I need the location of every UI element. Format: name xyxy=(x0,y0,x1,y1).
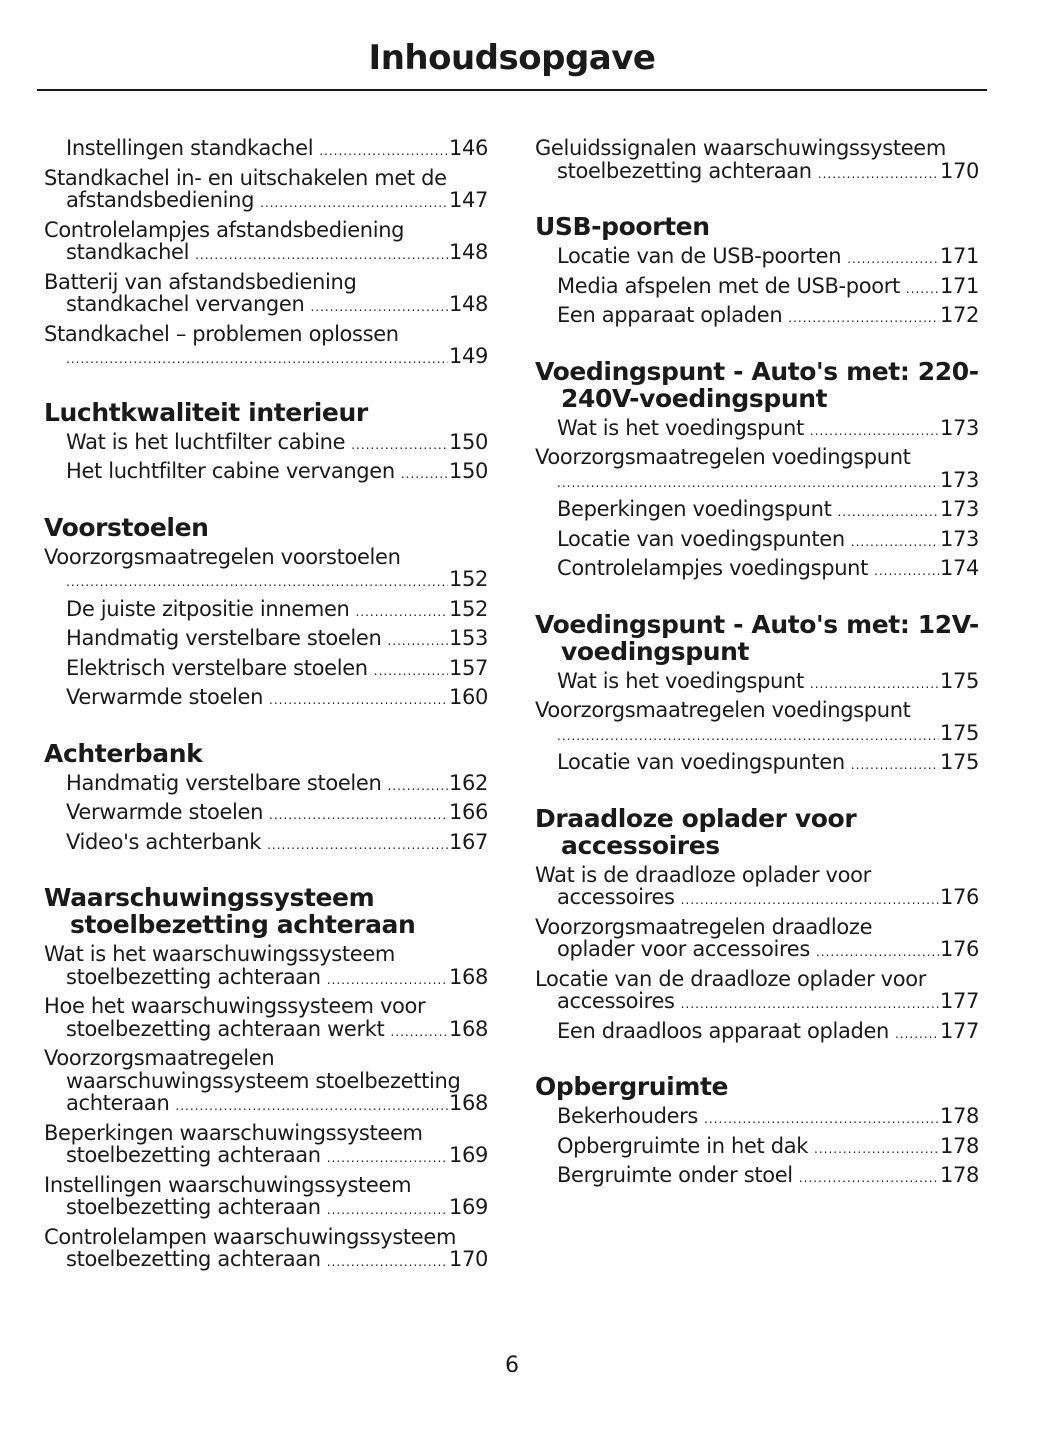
toc-entry[interactable]: Voorzorgsmaatregelen voedingspunt ..... 175 xyxy=(535,699,979,747)
page-ref: 148 xyxy=(448,292,488,316)
dot-leader xyxy=(327,969,448,992)
page-ref: 177 xyxy=(939,989,979,1013)
page-ref: 169 xyxy=(448,1143,488,1167)
toc-entry[interactable]: Het luchtfilter cabine vervangen ..... 150 xyxy=(44,460,488,486)
toc-entry[interactable]: Controlelampen waarschuwingssysteem stoelbezetting achteraan ..... 170 xyxy=(44,1226,488,1274)
toc-entry[interactable]: Opbergruimte in het dak ..... 178 xyxy=(535,1135,979,1161)
page-ref: 171 xyxy=(939,273,979,298)
dot-leader xyxy=(557,472,939,495)
dot-leader xyxy=(847,248,939,271)
page-ref: 153 xyxy=(448,626,488,650)
toc-section-voedingspunt-220 xyxy=(535,358,979,583)
page-ref: 175 xyxy=(939,750,979,774)
page-ref: 178 xyxy=(939,1104,979,1128)
toc-entry[interactable]: Wat is het luchtfilter cabine ..... 150 xyxy=(44,431,488,457)
toc-section-voedingspunt-12 xyxy=(535,611,979,777)
toc-section-luchtkwaliteit xyxy=(44,399,488,486)
dot-leader xyxy=(816,941,939,964)
dot-leader xyxy=(387,630,448,653)
dot-leader xyxy=(906,278,939,301)
toc-entry[interactable]: Wat is het voedingspunt ..... 173 xyxy=(535,417,979,443)
dot-leader xyxy=(355,601,447,624)
toc-entry[interactable]: Video's achterbank ..... 167 xyxy=(44,831,488,857)
toc-entry[interactable]: Locatie van de draadloze oplader voor accessoires ..... 177 xyxy=(535,968,979,1016)
toc-entry[interactable]: Een draadloos apparaat opladen ..... 177 xyxy=(535,1020,979,1046)
dot-leader xyxy=(327,1199,448,1222)
page-ref: 174 xyxy=(939,556,979,580)
dot-leader xyxy=(851,531,939,554)
toc-entry[interactable]: Wat is het voedingspunt ..... 175 xyxy=(535,670,979,696)
toc-section-voorstoelen xyxy=(44,514,488,712)
toc-entry[interactable]: Geluidssignalen waarschuwingssysteem stoelbezetting achteraan ..... 170 xyxy=(535,137,979,185)
toc-entry[interactable]: Standkachel in- en uitschakelen met de afstandsbediening ..... 147 xyxy=(44,167,488,215)
page-ref: 168 xyxy=(448,1091,488,1115)
dot-leader xyxy=(810,673,939,696)
toc-section-draadloze-oplader xyxy=(535,805,979,1046)
toc-section-opbergruimte xyxy=(535,1073,979,1190)
dot-leader xyxy=(319,140,448,163)
toc-entry[interactable]: Een apparaat opladen ..... 172 xyxy=(535,304,979,330)
page-ref: 175 xyxy=(939,720,979,745)
dot-leader xyxy=(327,1147,448,1170)
page-ref: 177 xyxy=(939,1018,979,1043)
page-title: Inhoudsopgave xyxy=(368,38,656,78)
page-ref: 173 xyxy=(939,497,979,521)
section-heading: Luchtkwaliteit interieur xyxy=(44,397,368,427)
dot-leader xyxy=(390,1021,448,1044)
page-ref: 168 xyxy=(448,1016,488,1041)
toc-entry[interactable]: Handmatig verstelbare stoelen ..... 162 xyxy=(44,772,488,798)
dot-leader xyxy=(401,463,448,486)
section-heading: Voorstoelen xyxy=(44,512,209,542)
toc-section-geluidssignalen xyxy=(535,137,979,185)
page-ref: 176 xyxy=(939,885,979,909)
dot-leader xyxy=(704,1108,939,1131)
page-ref: 175 xyxy=(939,668,979,693)
section-heading: Voedingspunt - Auto's met: 12V-voedingspunt xyxy=(535,609,979,666)
dot-leader xyxy=(814,1138,939,1161)
toc-section-achterbank xyxy=(44,740,488,857)
dot-leader xyxy=(895,1023,939,1046)
toc-entry[interactable]: Verwarmde stoelen ..... 166 xyxy=(44,801,488,827)
dot-leader xyxy=(66,571,448,594)
toc-section-usb xyxy=(535,213,979,330)
toc-entry[interactable]: Locatie van voedingspunten ..... 173 xyxy=(535,528,979,554)
page-ref: 162 xyxy=(448,770,488,795)
page-number: 6 xyxy=(505,1353,519,1378)
dot-leader xyxy=(66,348,448,371)
page-ref: 146 xyxy=(448,136,488,160)
page-ref: 170 xyxy=(939,158,979,183)
dot-leader xyxy=(818,163,939,186)
page-ref: 150 xyxy=(448,459,488,483)
page-ref: 148 xyxy=(448,240,488,264)
page-ref: 152 xyxy=(448,567,488,591)
toc-entry[interactable]: De juiste zitpositie innemen ..... 152 xyxy=(44,598,488,624)
section-heading: Draadloze oplader voor accessoires xyxy=(535,803,857,860)
section-heading: Voedingspunt - Auto's met: 220-240V-voedingspunt xyxy=(535,356,979,413)
toc-section-waarschuwingssysteem xyxy=(44,884,488,1274)
section-heading: Opbergruimte xyxy=(535,1072,729,1101)
section-heading: USB-poorten xyxy=(535,212,710,241)
page-ref: 178 xyxy=(939,1163,979,1187)
dot-leader xyxy=(260,192,448,215)
toc-entry[interactable]: Bergruimte onder stoel ..... 178 xyxy=(535,1164,979,1190)
toc-entry[interactable]: Handmatig verstelbare stoelen ..... 153 xyxy=(44,627,488,653)
page-ref: 149 xyxy=(448,344,488,368)
toc-entry[interactable]: Instellingen waarschuwingssysteem stoelbezetting achteraan ..... 169 xyxy=(44,1174,488,1222)
toc-entry[interactable]: Batterij van afstandsbediening standkachel vervangen ..... 148 xyxy=(44,271,488,319)
toc-entry[interactable]: Wat is de draadloze oplader voor accessoires ..... 176 xyxy=(535,864,979,912)
toc-entry[interactable]: Voorzorgsmaatregelen draadloze oplader voor accessoires ..... 176 xyxy=(535,916,979,964)
page-ref: 176 xyxy=(939,937,979,961)
page-ref: 168 xyxy=(448,964,488,989)
toc-entry[interactable]: Verwarmde stoelen ..... 160 xyxy=(44,686,488,712)
page-ref: 169 xyxy=(448,1195,488,1219)
dot-leader xyxy=(351,434,448,457)
toc-entry[interactable]: Controlelampjes voedingspunt ..... 174 xyxy=(535,557,979,583)
page-ref: 173 xyxy=(939,415,979,440)
toc-entry[interactable]: Hoe het waarschuwingssysteem voor stoelbezetting achteraan werkt ..... 168 xyxy=(44,995,488,1043)
page-ref: 171 xyxy=(939,244,979,268)
page-ref: 167 xyxy=(448,829,488,854)
page-ref: 172 xyxy=(939,303,979,327)
toc-entry[interactable]: Voorzorgsmaatregelen waarschuwingssysteem stoelbezetting achteraan ..... 168 xyxy=(44,1047,488,1118)
page-ref: 178 xyxy=(939,1133,979,1158)
toc-entry[interactable]: Beperkingen waarschuwingssysteem stoelbezetting achteraan ..... 169 xyxy=(44,1122,488,1170)
page-ref: 166 xyxy=(448,800,488,824)
toc-entry[interactable]: Locatie van voedingspunten ..... 175 xyxy=(535,751,979,777)
toc-entry[interactable]: Elektrisch verstelbare stoelen ..... 157 xyxy=(44,657,488,683)
dot-leader xyxy=(788,307,939,330)
dot-leader xyxy=(387,775,448,798)
page-ref: 173 xyxy=(939,526,979,551)
dot-leader xyxy=(310,296,448,319)
toc-entry[interactable]: Locatie van de USB-poorten ..... 171 xyxy=(535,245,979,271)
title-divider xyxy=(37,89,987,91)
page-ref: 160 xyxy=(448,685,488,709)
toc-right-column xyxy=(535,137,979,1190)
page-ref: 157 xyxy=(448,655,488,680)
toc-entry[interactable]: Standkachel – problemen oplossen ..... 149 xyxy=(44,323,488,371)
dot-leader xyxy=(269,689,448,712)
dot-leader xyxy=(810,420,939,443)
dot-leader xyxy=(267,834,448,857)
dot-leader xyxy=(175,1095,448,1118)
toc-entry[interactable]: Instellingen standkachel ..... 146 xyxy=(44,137,488,163)
toc-entry[interactable]: Voorzorgsmaatregelen voedingspunt ..... 173 xyxy=(535,446,979,494)
section-heading: Waarschuwingssysteem stoelbezetting achteraan xyxy=(44,883,416,939)
dot-leader xyxy=(327,1251,448,1274)
page-ref: 170 xyxy=(448,1247,488,1271)
dot-leader xyxy=(374,660,448,683)
toc-entry[interactable]: Bekerhouders ..... 178 xyxy=(535,1105,979,1131)
toc-section-standkachel xyxy=(44,137,488,371)
dot-leader xyxy=(837,501,938,524)
dot-leader xyxy=(874,560,939,583)
toc-entry[interactable]: Controlelampjes afstandsbediening standkachel ..... 148 xyxy=(44,219,488,267)
dot-leader xyxy=(681,993,939,1016)
toc-entry[interactable]: Wat is het waarschuwingssysteem stoelbezetting achteraan ..... 168 xyxy=(44,943,488,991)
section-heading: Achterbank xyxy=(44,738,203,768)
toc-left-column xyxy=(44,137,488,1274)
page-ref: 152 xyxy=(448,596,488,621)
toc-entry[interactable]: Beperkingen voedingspunt ..... 173 xyxy=(535,498,979,524)
toc-entry[interactable]: Voorzorgsmaatregelen voorstoelen ..... 152 xyxy=(44,546,488,594)
dot-leader xyxy=(851,754,939,777)
dot-leader xyxy=(557,725,939,748)
dot-leader xyxy=(269,804,448,827)
page-ref: 150 xyxy=(448,429,488,454)
dot-leader xyxy=(195,244,448,267)
page-ref: 147 xyxy=(448,188,488,212)
toc-entry[interactable]: Media afspelen met de USB-poort ..... 171 xyxy=(535,275,979,301)
dot-leader xyxy=(681,889,939,912)
dot-leader xyxy=(799,1167,939,1190)
page-ref: 173 xyxy=(939,467,979,492)
